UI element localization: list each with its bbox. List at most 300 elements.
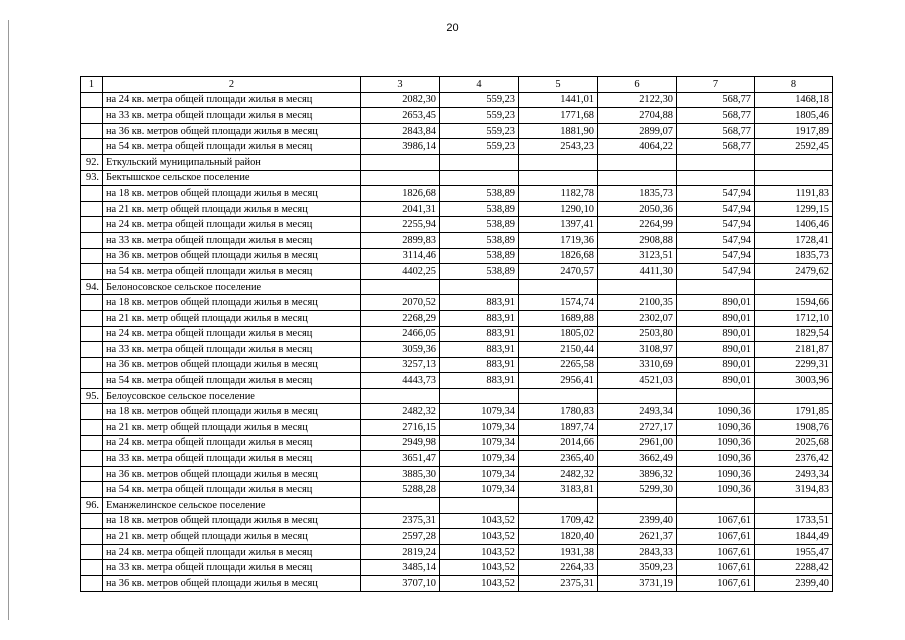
- row-index: [81, 560, 103, 576]
- value-cell: 1067,61: [677, 560, 755, 576]
- row-label: на 24 кв. метра общей площади жилья в месяц: [103, 435, 361, 451]
- value-cell: 3194,83: [755, 482, 833, 498]
- table-row: [81, 544, 833, 560]
- value-cell: 1090,36: [677, 420, 755, 436]
- section-index: 94.: [81, 279, 103, 295]
- row-index: [81, 295, 103, 311]
- table-row: [81, 357, 833, 373]
- value-cell: 890,01: [677, 342, 755, 358]
- value-cell: 3183,81: [519, 482, 598, 498]
- value-cell: 3896,32: [598, 466, 677, 482]
- value-cell: 2399,40: [755, 576, 833, 592]
- value-cell: 2302,07: [598, 310, 677, 326]
- value-cell: 559,23: [440, 108, 519, 124]
- empty-cell: [519, 388, 598, 404]
- section-row: [81, 154, 833, 170]
- row-index: [81, 420, 103, 436]
- value-cell: 547,94: [677, 217, 755, 233]
- value-cell: 1955,47: [755, 544, 833, 560]
- row-label: на 33 кв. метра общей площади жилья в месяц: [103, 342, 361, 358]
- value-cell: 2082,30: [361, 92, 440, 108]
- empty-cell: [755, 498, 833, 514]
- row-index: [81, 186, 103, 202]
- empty-cell: [361, 154, 440, 170]
- column-header: 2: [103, 77, 361, 93]
- row-index: [81, 357, 103, 373]
- row-index: [81, 404, 103, 420]
- value-cell: 547,94: [677, 264, 755, 280]
- value-cell: 890,01: [677, 373, 755, 389]
- section-row: [81, 498, 833, 514]
- row-index: [81, 435, 103, 451]
- empty-cell: [519, 154, 598, 170]
- row-label: на 36 кв. метров общей площади жилья в месяц: [103, 123, 361, 139]
- value-cell: 538,89: [440, 232, 519, 248]
- row-index: [81, 451, 103, 467]
- value-cell: 538,89: [440, 248, 519, 264]
- value-cell: 1406,46: [755, 217, 833, 233]
- value-cell: 3310,69: [598, 357, 677, 373]
- table-row: [81, 529, 833, 545]
- section-index: 95.: [81, 388, 103, 404]
- value-cell: 3986,14: [361, 139, 440, 155]
- value-cell: 1079,34: [440, 466, 519, 482]
- value-cell: 1067,61: [677, 513, 755, 529]
- tariff-table: [80, 76, 833, 592]
- row-label: на 18 кв. метров общей площади жилья в месяц: [103, 295, 361, 311]
- value-cell: 1299,15: [755, 201, 833, 217]
- value-cell: 3651,47: [361, 451, 440, 467]
- row-label: на 33 кв. метра общей площади жилья в месяц: [103, 451, 361, 467]
- row-label: на 18 кв. метров общей площади жилья в месяц: [103, 186, 361, 202]
- value-cell: 547,94: [677, 201, 755, 217]
- empty-cell: [677, 279, 755, 295]
- value-cell: 1468,18: [755, 92, 833, 108]
- value-cell: 890,01: [677, 295, 755, 311]
- value-cell: 2375,31: [519, 576, 598, 592]
- value-cell: 1820,40: [519, 529, 598, 545]
- row-index: [81, 576, 103, 592]
- value-cell: 2899,07: [598, 123, 677, 139]
- row-index: [81, 92, 103, 108]
- value-cell: 883,91: [440, 357, 519, 373]
- value-cell: 3123,51: [598, 248, 677, 264]
- row-label: на 54 кв. метра общей площади жилья в месяц: [103, 373, 361, 389]
- empty-cell: [598, 388, 677, 404]
- empty-cell: [755, 170, 833, 186]
- empty-cell: [519, 498, 598, 514]
- value-cell: 1835,73: [598, 186, 677, 202]
- table-row: [81, 482, 833, 498]
- value-cell: 5299,30: [598, 482, 677, 498]
- table-row: [81, 326, 833, 342]
- value-cell: 2399,40: [598, 513, 677, 529]
- value-cell: 1897,74: [519, 420, 598, 436]
- value-cell: 538,89: [440, 186, 519, 202]
- value-cell: 559,23: [440, 92, 519, 108]
- value-cell: 890,01: [677, 310, 755, 326]
- value-cell: 2961,00: [598, 435, 677, 451]
- row-index: [81, 529, 103, 545]
- row-label: на 33 кв. метра общей площади жилья в месяц: [103, 232, 361, 248]
- value-cell: 4443,73: [361, 373, 440, 389]
- table-row: [81, 201, 833, 217]
- value-cell: 883,91: [440, 310, 519, 326]
- empty-cell: [361, 388, 440, 404]
- value-cell: 2843,33: [598, 544, 677, 560]
- value-cell: 568,77: [677, 123, 755, 139]
- value-cell: 1780,83: [519, 404, 598, 420]
- table-row: [81, 139, 833, 155]
- table-row: [81, 513, 833, 529]
- value-cell: 1090,36: [677, 451, 755, 467]
- value-cell: 1043,52: [440, 560, 519, 576]
- value-cell: 1931,38: [519, 544, 598, 560]
- value-cell: 3662,49: [598, 451, 677, 467]
- value-cell: 1908,76: [755, 420, 833, 436]
- value-cell: 3731,19: [598, 576, 677, 592]
- table-row: [81, 435, 833, 451]
- empty-cell: [440, 279, 519, 295]
- table-row: [81, 466, 833, 482]
- row-label: на 21 кв. метр общей площади жилья в месяц: [103, 529, 361, 545]
- value-cell: 2843,84: [361, 123, 440, 139]
- row-label: на 21 кв. метр общей площади жилья в месяц: [103, 201, 361, 217]
- table-row: [81, 576, 833, 592]
- value-cell: 3885,30: [361, 466, 440, 482]
- value-cell: 1805,46: [755, 108, 833, 124]
- value-cell: 1689,88: [519, 310, 598, 326]
- page-edge-rule: [8, 20, 9, 620]
- value-cell: 1574,74: [519, 295, 598, 311]
- value-cell: 1719,36: [519, 232, 598, 248]
- value-cell: 883,91: [440, 342, 519, 358]
- value-cell: 2482,32: [361, 404, 440, 420]
- value-cell: 1191,83: [755, 186, 833, 202]
- column-number-row: [81, 77, 833, 93]
- value-cell: 2025,68: [755, 435, 833, 451]
- table-row: [81, 420, 833, 436]
- value-cell: 4521,03: [598, 373, 677, 389]
- value-cell: 2503,80: [598, 326, 677, 342]
- value-cell: 547,94: [677, 248, 755, 264]
- empty-cell: [440, 170, 519, 186]
- row-index: [81, 373, 103, 389]
- row-index: [81, 310, 103, 326]
- value-cell: 2265,58: [519, 357, 598, 373]
- empty-cell: [755, 154, 833, 170]
- row-label: на 54 кв. метра общей площади жилья в месяц: [103, 482, 361, 498]
- value-cell: 1835,73: [755, 248, 833, 264]
- section-row: [81, 170, 833, 186]
- value-cell: 1881,90: [519, 123, 598, 139]
- value-cell: 2466,05: [361, 326, 440, 342]
- value-cell: 1826,68: [361, 186, 440, 202]
- value-cell: 2479,62: [755, 264, 833, 280]
- row-index: [81, 139, 103, 155]
- table-row: [81, 264, 833, 280]
- value-cell: 2181,87: [755, 342, 833, 358]
- table-row: [81, 92, 833, 108]
- row-label: на 36 кв. метров общей площади жилья в месяц: [103, 466, 361, 482]
- row-index: [81, 466, 103, 482]
- row-index: [81, 201, 103, 217]
- value-cell: 2264,33: [519, 560, 598, 576]
- empty-cell: [361, 170, 440, 186]
- value-cell: 1441,01: [519, 92, 598, 108]
- column-header: 6: [598, 77, 677, 93]
- value-cell: 2597,28: [361, 529, 440, 545]
- empty-cell: [598, 498, 677, 514]
- row-label: на 24 кв. метра общей площади жилья в месяц: [103, 544, 361, 560]
- empty-cell: [755, 279, 833, 295]
- row-label: на 21 кв. метр общей площади жилья в месяц: [103, 420, 361, 436]
- row-label: на 36 кв. метров общей площади жилья в месяц: [103, 357, 361, 373]
- table-row: [81, 232, 833, 248]
- value-cell: 883,91: [440, 373, 519, 389]
- section-label: Белоусовское сельское поселение: [103, 388, 361, 404]
- section-row: [81, 279, 833, 295]
- page-number: 20: [446, 22, 459, 34]
- value-cell: 1090,36: [677, 404, 755, 420]
- table-row: [81, 248, 833, 264]
- value-cell: 1079,34: [440, 420, 519, 436]
- value-cell: 1090,36: [677, 482, 755, 498]
- value-cell: 1043,52: [440, 513, 519, 529]
- value-cell: 3485,14: [361, 560, 440, 576]
- row-label: на 21 кв. метр общей площади жилья в месяц: [103, 310, 361, 326]
- row-index: [81, 342, 103, 358]
- row-label: на 24 кв. метра общей площади жилья в месяц: [103, 326, 361, 342]
- value-cell: 1090,36: [677, 466, 755, 482]
- row-label: на 54 кв. метра общей площади жилья в месяц: [103, 139, 361, 155]
- column-header: 3: [361, 77, 440, 93]
- value-cell: 538,89: [440, 217, 519, 233]
- row-index: [81, 482, 103, 498]
- value-cell: 4411,30: [598, 264, 677, 280]
- table-row: [81, 404, 833, 420]
- row-index: [81, 544, 103, 560]
- row-index: [81, 264, 103, 280]
- row-index: [81, 248, 103, 264]
- column-header: 4: [440, 77, 519, 93]
- value-cell: 538,89: [440, 264, 519, 280]
- value-cell: 2014,66: [519, 435, 598, 451]
- empty-cell: [440, 388, 519, 404]
- value-cell: 2621,37: [598, 529, 677, 545]
- value-cell: 3003,96: [755, 373, 833, 389]
- value-cell: 2150,44: [519, 342, 598, 358]
- empty-cell: [361, 279, 440, 295]
- value-cell: 1182,78: [519, 186, 598, 202]
- value-cell: 538,89: [440, 201, 519, 217]
- value-cell: 1290,10: [519, 201, 598, 217]
- value-cell: 3707,10: [361, 576, 440, 592]
- section-row: [81, 388, 833, 404]
- column-header: 5: [519, 77, 598, 93]
- value-cell: 2956,41: [519, 373, 598, 389]
- empty-cell: [519, 170, 598, 186]
- row-index: [81, 217, 103, 233]
- row-index: [81, 108, 103, 124]
- value-cell: 1397,41: [519, 217, 598, 233]
- value-cell: 883,91: [440, 295, 519, 311]
- value-cell: 2122,30: [598, 92, 677, 108]
- value-cell: 2299,31: [755, 357, 833, 373]
- value-cell: 2716,15: [361, 420, 440, 436]
- table-row: [81, 560, 833, 576]
- empty-cell: [361, 498, 440, 514]
- table-row: [81, 217, 833, 233]
- section-index: 93.: [81, 170, 103, 186]
- section-label: Бектышское сельское поселение: [103, 170, 361, 186]
- table-row: [81, 108, 833, 124]
- row-label: на 24 кв. метра общей площади жилья в месяц: [103, 92, 361, 108]
- empty-cell: [598, 279, 677, 295]
- row-label: на 24 кв. метра общей площади жилья в месяц: [103, 217, 361, 233]
- empty-cell: [440, 154, 519, 170]
- empty-cell: [598, 154, 677, 170]
- value-cell: 2727,17: [598, 420, 677, 436]
- value-cell: 2288,42: [755, 560, 833, 576]
- row-index: [81, 326, 103, 342]
- value-cell: 1043,52: [440, 529, 519, 545]
- value-cell: 1043,52: [440, 544, 519, 560]
- table-row: [81, 295, 833, 311]
- value-cell: 3108,97: [598, 342, 677, 358]
- value-cell: 2653,45: [361, 108, 440, 124]
- value-cell: 1826,68: [519, 248, 598, 264]
- row-label: на 18 кв. метров общей площади жилья в месяц: [103, 404, 361, 420]
- value-cell: 4402,25: [361, 264, 440, 280]
- value-cell: 1728,41: [755, 232, 833, 248]
- value-cell: 1712,10: [755, 310, 833, 326]
- value-cell: 559,23: [440, 123, 519, 139]
- empty-cell: [677, 154, 755, 170]
- row-label: на 36 кв. метров общей площади жилья в месяц: [103, 576, 361, 592]
- value-cell: 2050,36: [598, 201, 677, 217]
- section-index: 92.: [81, 154, 103, 170]
- value-cell: 883,91: [440, 326, 519, 342]
- value-cell: 2899,83: [361, 232, 440, 248]
- row-index: [81, 513, 103, 529]
- value-cell: 2704,88: [598, 108, 677, 124]
- value-cell: 2493,34: [755, 466, 833, 482]
- row-index: [81, 232, 103, 248]
- value-cell: 2264,99: [598, 217, 677, 233]
- row-label: на 33 кв. метра общей площади жилья в месяц: [103, 560, 361, 576]
- value-cell: 2255,94: [361, 217, 440, 233]
- value-cell: 2365,40: [519, 451, 598, 467]
- column-header: 7: [677, 77, 755, 93]
- value-cell: 547,94: [677, 186, 755, 202]
- value-cell: 3114,46: [361, 248, 440, 264]
- table-body: [81, 77, 833, 592]
- value-cell: 2100,35: [598, 295, 677, 311]
- value-cell: 1733,51: [755, 513, 833, 529]
- value-cell: 1771,68: [519, 108, 598, 124]
- value-cell: 890,01: [677, 357, 755, 373]
- value-cell: 1079,34: [440, 435, 519, 451]
- table-row: [81, 342, 833, 358]
- table-row: [81, 451, 833, 467]
- value-cell: 5288,28: [361, 482, 440, 498]
- table-row: [81, 123, 833, 139]
- row-label: на 54 кв. метра общей площади жилья в месяц: [103, 264, 361, 280]
- empty-cell: [677, 498, 755, 514]
- value-cell: 2592,45: [755, 139, 833, 155]
- empty-cell: [598, 170, 677, 186]
- row-index: [81, 123, 103, 139]
- section-label: Белоносовское сельское поселение: [103, 279, 361, 295]
- column-header: 8: [755, 77, 833, 93]
- table-row: [81, 186, 833, 202]
- value-cell: 568,77: [677, 92, 755, 108]
- value-cell: 1079,34: [440, 404, 519, 420]
- value-cell: 2482,32: [519, 466, 598, 482]
- value-cell: 1067,61: [677, 544, 755, 560]
- row-label: на 36 кв. метров общей площади жилья в месяц: [103, 248, 361, 264]
- value-cell: 2268,29: [361, 310, 440, 326]
- table-row: [81, 310, 833, 326]
- value-cell: 3059,36: [361, 342, 440, 358]
- section-label: Еманжелинское сельское поселение: [103, 498, 361, 514]
- value-cell: 2543,23: [519, 139, 598, 155]
- value-cell: 890,01: [677, 326, 755, 342]
- value-cell: 2470,57: [519, 264, 598, 280]
- value-cell: 2493,34: [598, 404, 677, 420]
- empty-cell: [677, 170, 755, 186]
- value-cell: 2376,42: [755, 451, 833, 467]
- table-row: [81, 373, 833, 389]
- value-cell: 2041,31: [361, 201, 440, 217]
- value-cell: 1709,42: [519, 513, 598, 529]
- column-header: 1: [81, 77, 103, 93]
- value-cell: 547,94: [677, 232, 755, 248]
- value-cell: 559,23: [440, 139, 519, 155]
- row-label: на 18 кв. метров общей площади жилья в месяц: [103, 513, 361, 529]
- value-cell: 1067,61: [677, 576, 755, 592]
- value-cell: 2070,52: [361, 295, 440, 311]
- value-cell: 1079,34: [440, 482, 519, 498]
- empty-cell: [519, 279, 598, 295]
- value-cell: 1791,85: [755, 404, 833, 420]
- value-cell: 2819,24: [361, 544, 440, 560]
- value-cell: 2908,88: [598, 232, 677, 248]
- value-cell: 3257,13: [361, 357, 440, 373]
- value-cell: 1079,34: [440, 451, 519, 467]
- value-cell: 568,77: [677, 108, 755, 124]
- value-cell: 1917,89: [755, 123, 833, 139]
- value-cell: 3509,23: [598, 560, 677, 576]
- value-cell: 1067,61: [677, 529, 755, 545]
- value-cell: 1805,02: [519, 326, 598, 342]
- value-cell: 1829,54: [755, 326, 833, 342]
- value-cell: 1043,52: [440, 576, 519, 592]
- value-cell: 568,77: [677, 139, 755, 155]
- empty-cell: [677, 388, 755, 404]
- row-label: на 33 кв. метра общей площади жилья в месяц: [103, 108, 361, 124]
- value-cell: 4064,22: [598, 139, 677, 155]
- section-label: Еткульский муниципальный район: [103, 154, 361, 170]
- section-index: 96.: [81, 498, 103, 514]
- empty-cell: [440, 498, 519, 514]
- value-cell: 2375,31: [361, 513, 440, 529]
- value-cell: 1090,36: [677, 435, 755, 451]
- empty-cell: [755, 388, 833, 404]
- value-cell: 1844,49: [755, 529, 833, 545]
- value-cell: 1594,66: [755, 295, 833, 311]
